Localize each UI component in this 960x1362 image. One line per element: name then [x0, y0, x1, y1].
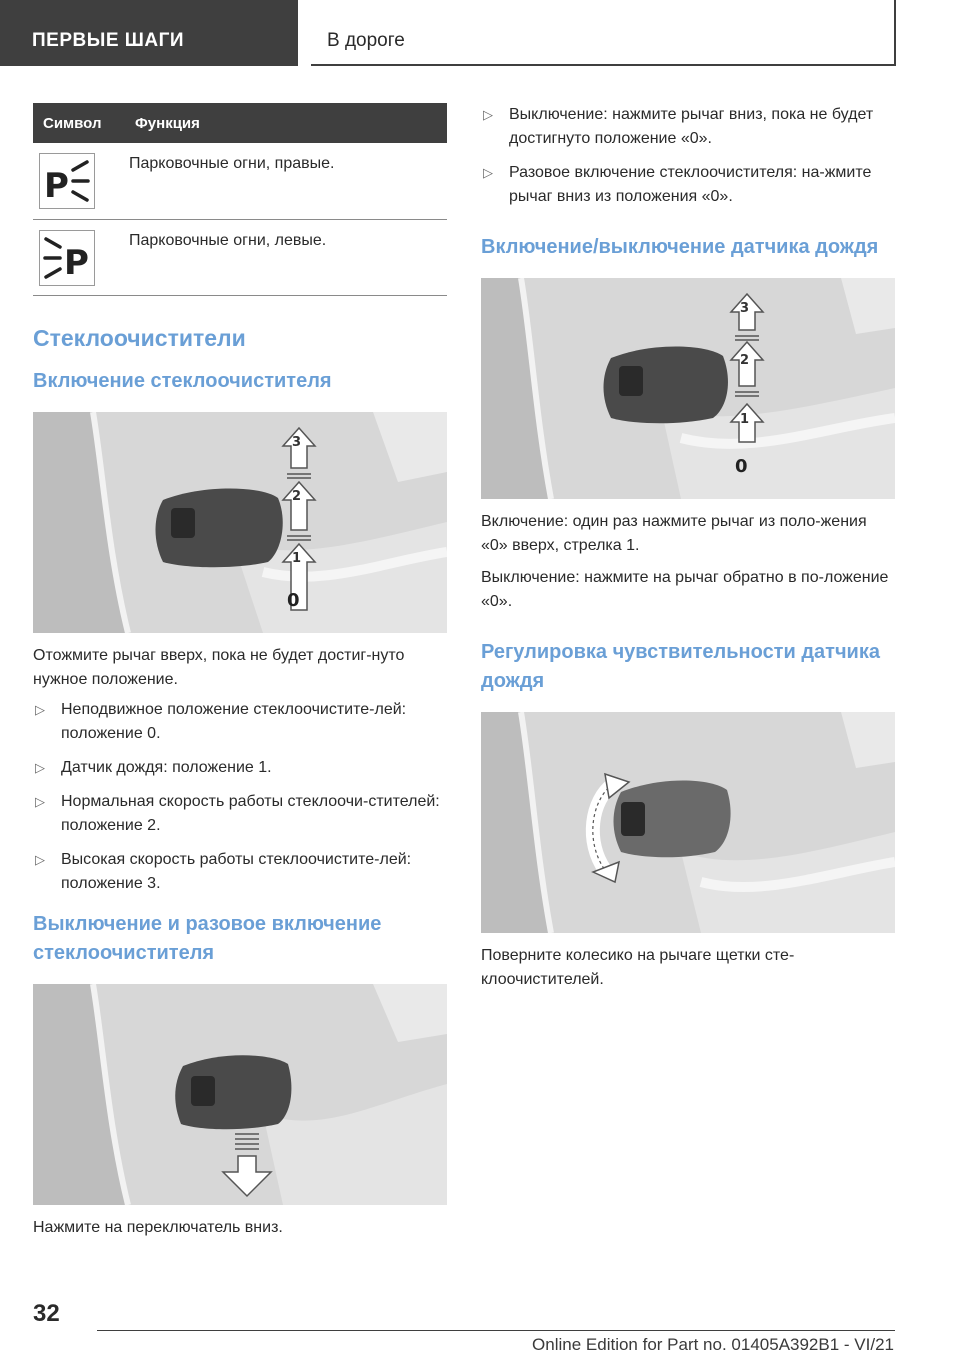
triangle-bullet-icon: ▷ [483, 165, 493, 180]
figure-rain-sensor-lever [481, 278, 895, 499]
figure-label-2: 2 [740, 353, 750, 368]
figure-label-3: 3 [292, 434, 302, 450]
chapter-title: ПЕРВЫЕ ШАГИ [32, 30, 185, 51]
text-press-down: Нажмите на переключатель вниз. [33, 1218, 283, 1236]
symbol-table-header [33, 103, 447, 143]
text-sensor-on: Включение: один раз нажмите рычаг из поло-жения «0» вверх, стрелка 1. [481, 513, 867, 554]
list-item: ▷ Высокая скорость работы стеклоочистите-лей: положение 3. [33, 848, 447, 896]
triangle-bullet-icon: ▷ [35, 701, 45, 717]
figure-label-3: 3 [740, 301, 750, 316]
triangle-bullet-icon: ▷ [35, 759, 45, 775]
table-row [33, 219, 447, 295]
text-press-up: Отожмите рычаг вверх, пока не будет достиг-нуто нужное положение. [33, 646, 405, 688]
triangle-bullet-icon: ▷ [35, 851, 45, 867]
right-column [481, 103, 895, 992]
left-column [33, 103, 447, 1240]
parking-lights-right-icon [39, 153, 95, 209]
svg-text:P: P [64, 242, 89, 280]
list-item: ▷ Выключение: нажмите рычаг вниз, пока не будет достигнуто положение «0». [481, 103, 895, 151]
page-number: 32 [33, 1300, 60, 1327]
list-item: ▷ Датчик дождя: положение 1. [33, 756, 447, 780]
figure-label-0: 0 [287, 589, 300, 611]
table-cell-function: Парковочные огни, левые. [125, 219, 447, 295]
svg-text:P: P [44, 166, 69, 203]
footer-edition: Online Edition for Part no. 01405A392B1 - VI/21 [532, 1335, 894, 1354]
triangle-bullet-icon: ▷ [483, 107, 493, 122]
figure-wiper-lever-down [33, 984, 447, 1205]
heading-wipers: Стеклоочистители [33, 324, 246, 351]
figure-label-1: 1 [292, 550, 302, 566]
heading-sensitivity: Регулировка чувствительности датчика дождя [481, 641, 880, 692]
figure-wiper-lever-up [33, 412, 447, 633]
list-item: ▷ Нормальная скорость работы стеклоочи-стителей: положение 2. [33, 790, 447, 838]
figure-label-0: 0 [735, 456, 748, 477]
table-row [33, 143, 447, 219]
heading-wiper-off: Выключение и разовое включение стеклоочистителя [33, 912, 382, 964]
position-list [33, 698, 447, 896]
symbol-table [33, 103, 447, 296]
section-tab [311, 0, 896, 66]
heading-wiper-on: Включение стеклоочистителя [33, 369, 332, 392]
figure-label-2: 2 [292, 488, 302, 504]
footer-divider [97, 1330, 895, 1331]
figure-sensitivity-wheel [481, 712, 895, 933]
text-sensor-off: Выключение: нажмите на рычаг обратно в по-ложение «0». [481, 569, 889, 610]
triangle-bullet-icon: ▷ [35, 793, 45, 809]
list-item: ▷ Неподвижное положение стеклоочистите-лей: положение 0. [33, 698, 447, 746]
figure-label-1: 1 [740, 412, 750, 427]
col-symbol: Символ [33, 103, 125, 143]
off-list [481, 103, 895, 209]
table-cell-function: Парковочные огни, правые. [125, 143, 447, 219]
section-title: В дороге [327, 30, 405, 51]
text-turn-wheel: Поверните колесико на рычаге щетки сте-клоочистителей. [481, 947, 795, 988]
chapter-tab [0, 0, 298, 66]
list-item: ▷ Разовое включение стеклоочистителя: на-жмите рычаг вниз из положения «0». [481, 161, 895, 209]
parking-lights-left-icon [39, 230, 95, 286]
heading-rain-sensor: Включение/выключение датчика дождя [481, 236, 879, 258]
col-function: Функция [125, 103, 447, 143]
